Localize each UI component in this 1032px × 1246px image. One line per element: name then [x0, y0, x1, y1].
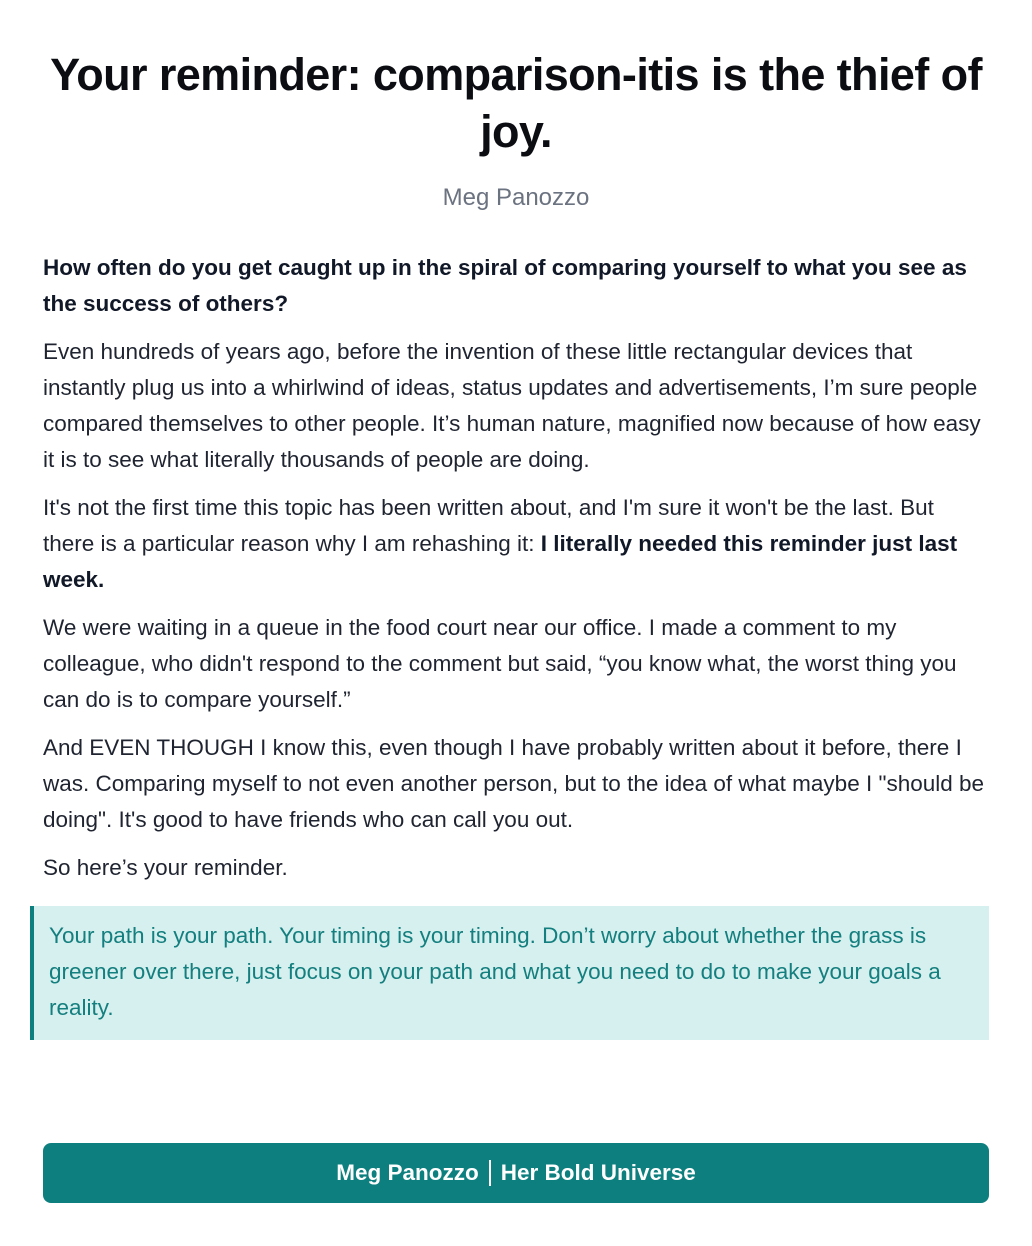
- paragraph-4: And EVEN THOUGH I know this, even though I have probably written about it before, there I was. Comparing myself to not even another person, but to the idea of what maybe I "should be doing". It's good to have friends who can call you out.: [43, 735, 985, 832]
- article-author: Meg Panozzo: [442, 184, 590, 211]
- paragraph-2-text: It's not the first time this topic has been written about, and I'm sure it won't be the last. But there is a particular reason why I am rehashing it:: [43, 495, 934, 556]
- paragraph-2: [43, 490, 989, 598]
- article-body: [43, 250, 989, 1040]
- paragraph-5: So here’s your reminder.: [43, 855, 288, 880]
- lead-paragraph: How often do you get caught up in the spiral of comparing yourself to what you see as the success of others?: [43, 255, 967, 316]
- paragraph-3: We were waiting in a queue in the food court near our office. I made a comment to my colleague, who didn't respond to the comment but said, “you know what, the worst thing you can do is to compare yourself.”: [43, 615, 957, 712]
- footer-author-name: Meg Panozzo: [336, 1160, 479, 1185]
- footer-site-name: Her Bold Universe: [500, 1160, 696, 1185]
- paragraph-2-emphasis: I literally needed this reminder just last week.: [43, 531, 958, 592]
- page: [0, 46, 1032, 1246]
- author-site-button[interactable]: [43, 1143, 989, 1203]
- reminder-callout: Your path is your path. Your timing is your timing. Don’t worry about whether the grass is greener over there, just focus on your path and what you need to do to make your goals a reality.: [30, 906, 989, 1040]
- paragraph-1: Even hundreds of years ago, before the invention of these little rectangular devices that instantly plug us into a whirlwind of ideas, status updates and advertisements, I’m sure people compared themselves to other people. It’s human nature, magnified now because of how easy it is to see what literally thousands of people are doing.: [43, 339, 981, 472]
- footer-divider: [489, 1160, 491, 1186]
- article-title: Your reminder: comparison-itis is the thief of joy.: [50, 49, 982, 157]
